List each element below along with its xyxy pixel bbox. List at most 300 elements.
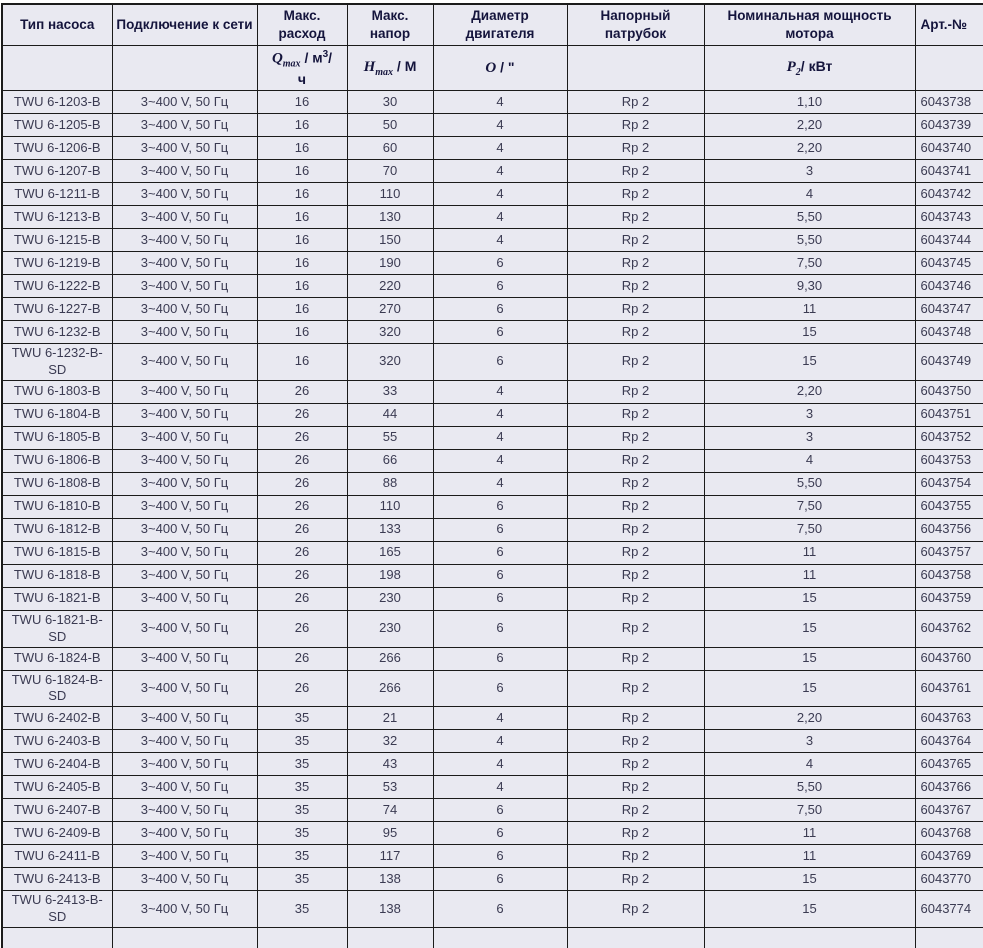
cell-rated-power: 2,20 bbox=[704, 380, 915, 403]
cell-connection: 3~400 V, 50 Гц bbox=[112, 564, 257, 587]
cell-article-number: 6043752 bbox=[915, 426, 983, 449]
cell-max-flow: 26 bbox=[257, 541, 347, 564]
cell-motor-diameter: 4 bbox=[433, 160, 567, 183]
cell-max-flow: 26 bbox=[257, 495, 347, 518]
cell-max-flow: 35 bbox=[257, 707, 347, 730]
head-symbol: H bbox=[363, 59, 376, 76]
cell-pump-type: TWU 6-2402-B bbox=[2, 707, 112, 730]
cell-pump-type bbox=[2, 928, 112, 948]
table-row bbox=[2, 160, 983, 183]
cell-max-head: 230 bbox=[347, 610, 433, 647]
power-subscript: 2 bbox=[795, 66, 801, 78]
cell-connection: 3~400 V, 50 Гц bbox=[112, 799, 257, 822]
table-row bbox=[2, 380, 983, 403]
cell-motor-diameter: 4 bbox=[433, 426, 567, 449]
cell-max-flow: 16 bbox=[257, 298, 347, 321]
cell-rated-power: 9,30 bbox=[704, 275, 915, 298]
unit-rated-power bbox=[704, 46, 915, 91]
cell-article-number: 6043738 bbox=[915, 91, 983, 114]
cell-motor-diameter: 6 bbox=[433, 647, 567, 670]
cell-max-head: 95 bbox=[347, 822, 433, 845]
cell-pressure-port: Rp 2 bbox=[567, 891, 704, 928]
cell-motor-diameter: 6 bbox=[433, 822, 567, 845]
cell-pump-type: TWU 6-1821-B bbox=[2, 587, 112, 610]
col-header-article-number: Арт.-№ bbox=[915, 4, 983, 46]
table-row bbox=[2, 91, 983, 114]
cell-motor-diameter: 4 bbox=[433, 403, 567, 426]
cell-pressure-port: Rp 2 bbox=[567, 670, 704, 707]
cell-connection: 3~400 V, 50 Гц bbox=[112, 183, 257, 206]
cell-pressure-port: Rp 2 bbox=[567, 868, 704, 891]
unit-cell-empty-pump-type bbox=[2, 46, 112, 91]
table-row bbox=[2, 587, 983, 610]
cell-article-number: 6043762 bbox=[915, 610, 983, 647]
cell-pump-type: TWU 6-1219-B bbox=[2, 252, 112, 275]
cell-pressure-port bbox=[567, 928, 704, 948]
col-header-motor-diameter: Диаметр двигателя bbox=[433, 4, 567, 46]
cell-motor-diameter: 6 bbox=[433, 845, 567, 868]
cell-max-flow: 26 bbox=[257, 670, 347, 707]
cell-max-flow: 16 bbox=[257, 91, 347, 114]
cell-article-number: 6043766 bbox=[915, 776, 983, 799]
cell-article-number: 6043770 bbox=[915, 868, 983, 891]
col-header-connection: Подключение к сети bbox=[112, 4, 257, 46]
cell-max-head: 74 bbox=[347, 799, 433, 822]
cell-rated-power: 15 bbox=[704, 891, 915, 928]
cell-max-flow: 16 bbox=[257, 137, 347, 160]
power-unit-text: / кВт bbox=[800, 58, 833, 75]
cell-pressure-port: Rp 2 bbox=[567, 776, 704, 799]
cell-max-head: 320 bbox=[347, 344, 433, 381]
cell-pump-type: TWU 6-1824-B bbox=[2, 647, 112, 670]
table-row bbox=[2, 321, 983, 344]
cell-pump-type: TWU 6-2413-B bbox=[2, 868, 112, 891]
unit-max-head bbox=[347, 46, 433, 91]
cell-connection: 3~400 V, 50 Гц bbox=[112, 610, 257, 647]
cell-connection: 3~400 V, 50 Гц bbox=[112, 426, 257, 449]
unit-cell-empty-pressure-port bbox=[567, 46, 704, 91]
cell-motor-diameter: 4 bbox=[433, 707, 567, 730]
cell-pump-type: TWU 6-1222-B bbox=[2, 275, 112, 298]
cell-connection: 3~400 V, 50 Гц bbox=[112, 730, 257, 753]
cell-pump-type: TWU 6-1205-B bbox=[2, 114, 112, 137]
cell-max-head: 30 bbox=[347, 91, 433, 114]
cell-pump-type: TWU 6-1206-B bbox=[2, 137, 112, 160]
cell-pump-type: TWU 6-2403-B bbox=[2, 730, 112, 753]
cell-connection: 3~400 V, 50 Гц bbox=[112, 868, 257, 891]
cell-max-flow: 16 bbox=[257, 321, 347, 344]
cell-connection: 3~400 V, 50 Гц bbox=[112, 137, 257, 160]
cell-article-number: 6043759 bbox=[915, 587, 983, 610]
cell-max-head: 133 bbox=[347, 518, 433, 541]
cell-connection: 3~400 V, 50 Гц bbox=[112, 449, 257, 472]
cell-motor-diameter: 6 bbox=[433, 868, 567, 891]
cell-pump-type: TWU 6-1803-B bbox=[2, 380, 112, 403]
cell-motor-diameter: 6 bbox=[433, 541, 567, 564]
cell-article-number: 6043747 bbox=[915, 298, 983, 321]
cell-connection: 3~400 V, 50 Гц bbox=[112, 822, 257, 845]
cell-motor-diameter: 6 bbox=[433, 321, 567, 344]
cell-rated-power: 3 bbox=[704, 730, 915, 753]
cell-pump-type: TWU 6-1232-B bbox=[2, 321, 112, 344]
cell-max-head: 53 bbox=[347, 776, 433, 799]
col-header-pump-type: Тип насоса bbox=[2, 4, 112, 46]
cell-connection: 3~400 V, 50 Гц bbox=[112, 403, 257, 426]
unit-cell-empty-connection bbox=[112, 46, 257, 91]
cell-pressure-port: Rp 2 bbox=[567, 518, 704, 541]
cell-article-number: 6043751 bbox=[915, 403, 983, 426]
cell-pressure-port: Rp 2 bbox=[567, 564, 704, 587]
cell-max-flow: 26 bbox=[257, 472, 347, 495]
cell-pump-type: TWU 6-2409-B bbox=[2, 822, 112, 845]
cell-pump-type: TWU 6-1812-B bbox=[2, 518, 112, 541]
cell-rated-power: 15 bbox=[704, 868, 915, 891]
cell-connection: 3~400 V, 50 Гц bbox=[112, 206, 257, 229]
cell-max-head: 138 bbox=[347, 868, 433, 891]
cell-rated-power: 15 bbox=[704, 344, 915, 381]
cell-article-number: 6043746 bbox=[915, 275, 983, 298]
cell-rated-power: 7,50 bbox=[704, 518, 915, 541]
cell-pump-type: TWU 6-1805-B bbox=[2, 426, 112, 449]
flow-unit-slash: / bbox=[328, 49, 333, 66]
cell-motor-diameter: 4 bbox=[433, 730, 567, 753]
cell-pump-type: TWU 6-2405-B bbox=[2, 776, 112, 799]
cell-motor-diameter: 6 bbox=[433, 799, 567, 822]
table-row bbox=[2, 868, 983, 891]
pump-table-body bbox=[2, 91, 983, 948]
cell-max-head: 70 bbox=[347, 160, 433, 183]
cell-max-head: 33 bbox=[347, 380, 433, 403]
cell-motor-diameter: 6 bbox=[433, 275, 567, 298]
flow-symbol: Q bbox=[271, 50, 283, 67]
cell-pressure-port: Rp 2 bbox=[567, 229, 704, 252]
cell-rated-power: 15 bbox=[704, 670, 915, 707]
cell-max-head: 220 bbox=[347, 275, 433, 298]
table-row bbox=[2, 707, 983, 730]
cell-pump-type: TWU 6-2411-B bbox=[2, 845, 112, 868]
table-row bbox=[2, 518, 983, 541]
cell-rated-power: 5,50 bbox=[704, 776, 915, 799]
table-row bbox=[2, 298, 983, 321]
col-header-pressure-port: Напорный патрубок bbox=[567, 4, 704, 46]
cell-max-flow: 26 bbox=[257, 564, 347, 587]
cell-pressure-port: Rp 2 bbox=[567, 449, 704, 472]
cell-rated-power: 2,20 bbox=[704, 137, 915, 160]
unit-max-flow bbox=[257, 46, 347, 91]
cell-connection: 3~400 V, 50 Гц bbox=[112, 229, 257, 252]
cell-max-flow: 26 bbox=[257, 518, 347, 541]
cell-pressure-port: Rp 2 bbox=[567, 114, 704, 137]
table-row bbox=[2, 403, 983, 426]
cell-pressure-port: Rp 2 bbox=[567, 707, 704, 730]
table-row bbox=[2, 449, 983, 472]
cell-pressure-port: Rp 2 bbox=[567, 344, 704, 381]
table-row bbox=[2, 799, 983, 822]
cell-connection: 3~400 V, 50 Гц bbox=[112, 160, 257, 183]
cell-connection: 3~400 V, 50 Гц bbox=[112, 707, 257, 730]
cell-rated-power: 15 bbox=[704, 587, 915, 610]
cell-rated-power: 11 bbox=[704, 564, 915, 587]
cell-pump-type: TWU 6-1232-B-SD bbox=[2, 344, 112, 381]
cell-pump-type: TWU 6-1804-B bbox=[2, 403, 112, 426]
cell-article-number: 6043774 bbox=[915, 891, 983, 928]
cell-pressure-port: Rp 2 bbox=[567, 403, 704, 426]
cell-max-head: 230 bbox=[347, 587, 433, 610]
flow-subscript: max bbox=[282, 58, 301, 70]
table-row bbox=[2, 183, 983, 206]
table-row bbox=[2, 845, 983, 868]
cell-max-head: 270 bbox=[347, 298, 433, 321]
cell-pressure-port: Rp 2 bbox=[567, 541, 704, 564]
flow-unit-sup: 3 bbox=[322, 48, 329, 60]
unit-cell-empty-article bbox=[915, 46, 983, 91]
cell-connection: 3~400 V, 50 Гц bbox=[112, 518, 257, 541]
cell-max-head: 266 bbox=[347, 670, 433, 707]
pump-spec-table bbox=[1, 3, 983, 948]
table-row bbox=[2, 472, 983, 495]
cell-max-flow: 35 bbox=[257, 845, 347, 868]
cell-article-number: 6043742 bbox=[915, 183, 983, 206]
cell-max-head: 266 bbox=[347, 647, 433, 670]
cell-pressure-port: Rp 2 bbox=[567, 183, 704, 206]
cell-rated-power: 11 bbox=[704, 298, 915, 321]
cell-pump-type: TWU 6-1818-B bbox=[2, 564, 112, 587]
table-row bbox=[2, 822, 983, 845]
cell-motor-diameter: 4 bbox=[433, 114, 567, 137]
cell-max-flow: 16 bbox=[257, 252, 347, 275]
cell-motor-diameter: 4 bbox=[433, 472, 567, 495]
cell-max-head: 21 bbox=[347, 707, 433, 730]
cell-rated-power: 7,50 bbox=[704, 495, 915, 518]
table-row bbox=[2, 610, 983, 647]
cell-connection: 3~400 V, 50 Гц bbox=[112, 321, 257, 344]
cell-pump-type: TWU 6-1815-B bbox=[2, 541, 112, 564]
diameter-unit-text: / " bbox=[496, 58, 515, 75]
cell-max-head: 60 bbox=[347, 137, 433, 160]
table-row bbox=[2, 344, 983, 381]
cell-pressure-port: Rp 2 bbox=[567, 426, 704, 449]
cell-pump-type: TWU 6-2413-B-SD bbox=[2, 891, 112, 928]
cell-motor-diameter: 4 bbox=[433, 229, 567, 252]
cell-max-flow bbox=[257, 928, 347, 948]
cell-article-number: 6043744 bbox=[915, 229, 983, 252]
cell-rated-power: 7,50 bbox=[704, 799, 915, 822]
cell-max-flow: 26 bbox=[257, 380, 347, 403]
cell-max-head: 88 bbox=[347, 472, 433, 495]
table-row bbox=[2, 206, 983, 229]
flow-unit-hour: ч bbox=[297, 71, 307, 88]
table-row bbox=[2, 275, 983, 298]
cell-rated-power: 11 bbox=[704, 822, 915, 845]
cell-pressure-port: Rp 2 bbox=[567, 610, 704, 647]
cell-max-head: 44 bbox=[347, 403, 433, 426]
cell-rated-power: 2,20 bbox=[704, 707, 915, 730]
cell-max-flow: 35 bbox=[257, 891, 347, 928]
cell-article-number: 6043767 bbox=[915, 799, 983, 822]
cell-max-flow: 26 bbox=[257, 610, 347, 647]
cell-pump-type: TWU 6-1824-B-SD bbox=[2, 670, 112, 707]
cell-article-number: 6043754 bbox=[915, 472, 983, 495]
cell-article-number: 6043761 bbox=[915, 670, 983, 707]
cell-motor-diameter bbox=[433, 928, 567, 948]
cell-connection: 3~400 V, 50 Гц bbox=[112, 891, 257, 928]
cell-max-flow: 16 bbox=[257, 183, 347, 206]
cell-connection: 3~400 V, 50 Гц bbox=[112, 845, 257, 868]
cell-pump-type: TWU 6-1810-B bbox=[2, 495, 112, 518]
cell-connection: 3~400 V, 50 Гц bbox=[112, 776, 257, 799]
cell-rated-power: 3 bbox=[704, 160, 915, 183]
cell-connection: 3~400 V, 50 Гц bbox=[112, 91, 257, 114]
cell-article-number: 6043760 bbox=[915, 647, 983, 670]
cell-pressure-port: Rp 2 bbox=[567, 647, 704, 670]
cell-connection: 3~400 V, 50 Гц bbox=[112, 472, 257, 495]
cell-rated-power: 11 bbox=[704, 541, 915, 564]
cell-max-head: 32 bbox=[347, 730, 433, 753]
cell-motor-diameter: 6 bbox=[433, 564, 567, 587]
cell-max-head: 138 bbox=[347, 891, 433, 928]
cell-motor-diameter: 6 bbox=[433, 495, 567, 518]
cell-motor-diameter: 4 bbox=[433, 206, 567, 229]
cell-rated-power: 5,50 bbox=[704, 206, 915, 229]
cell-pressure-port: Rp 2 bbox=[567, 845, 704, 868]
cell-pressure-port: Rp 2 bbox=[567, 206, 704, 229]
table-row bbox=[2, 541, 983, 564]
cell-max-flow: 16 bbox=[257, 344, 347, 381]
cell-motor-diameter: 6 bbox=[433, 891, 567, 928]
cell-max-head: 43 bbox=[347, 753, 433, 776]
cell-max-head: 165 bbox=[347, 541, 433, 564]
cell-max-flow: 26 bbox=[257, 403, 347, 426]
cell-article-number: 6043756 bbox=[915, 518, 983, 541]
table-row bbox=[2, 114, 983, 137]
cell-article-number: 6043745 bbox=[915, 252, 983, 275]
cell-article-number: 6043749 bbox=[915, 344, 983, 381]
col-header-max-head: Макс. напор bbox=[347, 4, 433, 46]
table-row bbox=[2, 229, 983, 252]
cell-rated-power: 5,50 bbox=[704, 229, 915, 252]
cell-pump-type: TWU 6-1227-B bbox=[2, 298, 112, 321]
cell-pump-type: TWU 6-1203-B bbox=[2, 91, 112, 114]
cell-pressure-port: Rp 2 bbox=[567, 91, 704, 114]
header-row-units bbox=[2, 46, 983, 91]
cell-motor-diameter: 6 bbox=[433, 587, 567, 610]
cell-max-head: 198 bbox=[347, 564, 433, 587]
cell-pump-type: TWU 6-2404-B bbox=[2, 753, 112, 776]
diameter-symbol: O bbox=[485, 59, 497, 76]
table-row bbox=[2, 753, 983, 776]
cell-connection: 3~400 V, 50 Гц bbox=[112, 587, 257, 610]
col-header-max-flow: Макс. расход bbox=[257, 4, 347, 46]
table-row bbox=[2, 928, 983, 948]
cell-max-flow: 26 bbox=[257, 587, 347, 610]
cell-rated-power: 2,20 bbox=[704, 114, 915, 137]
cell-motor-diameter: 4 bbox=[433, 449, 567, 472]
cell-motor-diameter: 4 bbox=[433, 183, 567, 206]
cell-rated-power: 4 bbox=[704, 753, 915, 776]
cell-rated-power: 3 bbox=[704, 426, 915, 449]
cell-article-number: 6043769 bbox=[915, 845, 983, 868]
cell-rated-power bbox=[704, 928, 915, 948]
power-symbol: P bbox=[786, 59, 796, 76]
cell-pump-type: TWU 6-1215-B bbox=[2, 229, 112, 252]
cell-article-number: 6043768 bbox=[915, 822, 983, 845]
cell-pressure-port: Rp 2 bbox=[567, 472, 704, 495]
table-row bbox=[2, 670, 983, 707]
cell-connection: 3~400 V, 50 Гц bbox=[112, 298, 257, 321]
cell-motor-diameter: 6 bbox=[433, 298, 567, 321]
cell-pressure-port: Rp 2 bbox=[567, 753, 704, 776]
cell-rated-power: 3 bbox=[704, 403, 915, 426]
table-row bbox=[2, 776, 983, 799]
cell-article-number: 6043757 bbox=[915, 541, 983, 564]
table-row bbox=[2, 252, 983, 275]
cell-article-number: 6043743 bbox=[915, 206, 983, 229]
table-row bbox=[2, 564, 983, 587]
cell-pump-type: TWU 6-1806-B bbox=[2, 449, 112, 472]
cell-pump-type: TWU 6-1213-B bbox=[2, 206, 112, 229]
cell-pressure-port: Rp 2 bbox=[567, 321, 704, 344]
cell-connection: 3~400 V, 50 Гц bbox=[112, 753, 257, 776]
cell-article-number bbox=[915, 928, 983, 948]
cell-motor-diameter: 4 bbox=[433, 776, 567, 799]
cell-connection: 3~400 V, 50 Гц bbox=[112, 647, 257, 670]
cell-motor-diameter: 6 bbox=[433, 610, 567, 647]
cell-connection: 3~400 V, 50 Гц bbox=[112, 541, 257, 564]
cell-pressure-port: Rp 2 bbox=[567, 799, 704, 822]
cell-pressure-port: Rp 2 bbox=[567, 495, 704, 518]
cell-article-number: 6043764 bbox=[915, 730, 983, 753]
cell-max-head: 66 bbox=[347, 449, 433, 472]
table-row bbox=[2, 137, 983, 160]
cell-rated-power: 7,50 bbox=[704, 252, 915, 275]
cell-rated-power: 1,10 bbox=[704, 91, 915, 114]
cell-pump-type: TWU 6-1207-B bbox=[2, 160, 112, 183]
cell-max-flow: 35 bbox=[257, 776, 347, 799]
cell-max-head: 55 bbox=[347, 426, 433, 449]
cell-motor-diameter: 6 bbox=[433, 518, 567, 541]
col-header-rated-power: Номинальная мощность мотора bbox=[704, 4, 915, 46]
cell-max-head: 117 bbox=[347, 845, 433, 868]
cell-max-flow: 35 bbox=[257, 822, 347, 845]
cell-max-head: 110 bbox=[347, 183, 433, 206]
cell-connection: 3~400 V, 50 Гц bbox=[112, 344, 257, 381]
cell-pump-type: TWU 6-1211-B bbox=[2, 183, 112, 206]
flow-unit-mid: / м bbox=[300, 49, 323, 66]
cell-max-head: 50 bbox=[347, 114, 433, 137]
cell-motor-diameter: 4 bbox=[433, 380, 567, 403]
cell-rated-power: 15 bbox=[704, 647, 915, 670]
head-subscript: max bbox=[375, 66, 394, 78]
cell-max-flow: 35 bbox=[257, 799, 347, 822]
cell-motor-diameter: 4 bbox=[433, 753, 567, 776]
cell-connection: 3~400 V, 50 Гц bbox=[112, 380, 257, 403]
cell-pressure-port: Rp 2 bbox=[567, 587, 704, 610]
cell-max-flow: 26 bbox=[257, 647, 347, 670]
cell-pressure-port: Rp 2 bbox=[567, 275, 704, 298]
cell-article-number: 6043753 bbox=[915, 449, 983, 472]
cell-connection: 3~400 V, 50 Гц bbox=[112, 495, 257, 518]
table-row bbox=[2, 730, 983, 753]
cell-pump-type: TWU 6-1808-B bbox=[2, 472, 112, 495]
cell-motor-diameter: 6 bbox=[433, 670, 567, 707]
cell-max-flow: 26 bbox=[257, 449, 347, 472]
cell-article-number: 6043739 bbox=[915, 114, 983, 137]
cell-article-number: 6043763 bbox=[915, 707, 983, 730]
cell-max-head: 130 bbox=[347, 206, 433, 229]
cell-rated-power: 15 bbox=[704, 610, 915, 647]
cell-rated-power: 4 bbox=[704, 183, 915, 206]
cell-max-flow: 26 bbox=[257, 426, 347, 449]
